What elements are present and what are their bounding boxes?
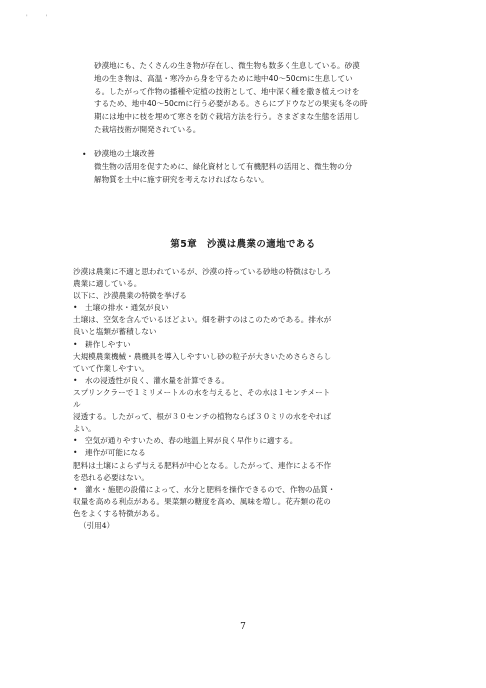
text-line: 期には地中に枝を埋めて寒さを防ぐ栽培方法を行う。さまざまな生態を活用し — [94, 112, 360, 122]
line-text: 大規模農業機械・農機具を導入しやすいし砂の粒子が大きいためさらさらし — [73, 351, 332, 361]
soil-title: 砂漠地の土壌改善 — [94, 149, 155, 158]
page-number: 7 — [240, 622, 246, 632]
bullet-icon: • — [82, 150, 87, 159]
line-text: 灌水・施肥の設備によって、水分と肥料を操作できるので、作物の品質・ — [85, 484, 336, 494]
line-text: 沙漠は農業に不適と思われているが、沙漠の持っている砂地の特徴はむしろ — [73, 267, 332, 276]
text-line — [73, 266, 418, 278]
text-line — [73, 399, 418, 411]
citation — [73, 520, 418, 532]
text-line — [73, 472, 418, 484]
text-line — [73, 290, 418, 302]
bullet-icon: • — [73, 375, 78, 385]
text-line — [73, 508, 418, 520]
chapter-body — [73, 266, 418, 532]
line-text: ていて作業しやすい。 — [73, 363, 149, 373]
bullet-icon: • — [73, 339, 78, 349]
line-text: 耕作しやすい — [85, 339, 131, 349]
line-text: （引用4） — [79, 520, 115, 530]
line-text: 肥料は土壌によらず与える肥料が中心となる。したがって、連作による不作 — [73, 460, 332, 470]
bullet-item — [73, 435, 418, 447]
text-line: る。したがって作物の播種や定植の技術として、地中深く種を撒き植えつけを — [94, 86, 360, 96]
bullet-icon: • — [73, 484, 78, 494]
line-text: スプリンクラーで１ミリメートルの水を与えると、その水は１センチメート — [73, 387, 331, 397]
line-text: よい。 — [73, 424, 96, 434]
bullet-item — [73, 447, 418, 459]
line-text: 以下に、沙漠農業の特徴を挙げる — [73, 291, 187, 301]
line-text: 空気が通りやすいため、春の地温上昇が良く早作りに適する。 — [85, 436, 298, 446]
text-line — [73, 460, 418, 472]
line-text: 色をよくする特徴がある。 — [73, 508, 165, 518]
paragraph-desert-organisms — [94, 60, 410, 137]
bullet-icon: • — [73, 436, 78, 446]
line-text: 土壌の排水・通気が良い — [85, 303, 169, 313]
line-text: 水の浸透性が良く、灌水量を計算できる。 — [85, 375, 230, 385]
text-line: た栽培技術が開発されている。 — [94, 124, 201, 134]
bullet-item — [73, 302, 418, 314]
text-line: 砂漠地にも、たくさんの生き物が存在し、微生物も数多く生息している。砂漠 — [94, 61, 360, 70]
chapter-heading: 第5章 沙漠は農業の適地である — [170, 239, 316, 250]
text-line: 地の生き物は、高温・寒冷から身を守るために地中40〜50cmに生息してい — [94, 73, 353, 83]
bullet-icon: • — [73, 448, 78, 458]
text-line: 微生物の活用を促すために、緑化資材として有機肥料の活用と、微生物の分 — [94, 161, 353, 171]
line-text: 浸透する。したがって、根が３０センチの植物ならば３０ミリの水をやれば — [73, 412, 332, 422]
text-line — [73, 326, 418, 338]
line-text: 連作が可能になる — [85, 448, 146, 458]
text-line — [73, 496, 418, 508]
section-soil-improvement — [94, 148, 414, 186]
text-line: するため、地中40〜50cmに行う必要がある。さらにブドウなどの果実も冬の時 — [94, 99, 368, 109]
line-text: 土壌は、空気を含んでいるほどよい。畑を耕すのはこのためである。排水が — [73, 315, 332, 325]
bullet-item — [73, 375, 418, 387]
bullet-item — [73, 484, 418, 496]
text-line — [73, 314, 418, 326]
line-text: ル — [73, 400, 81, 410]
text-line — [73, 411, 418, 423]
text-line — [73, 423, 418, 435]
bullet-item — [73, 339, 418, 351]
text-line — [73, 363, 418, 375]
bullet-icon: • — [73, 303, 78, 313]
line-text: 良いと塩類が蓄積しない — [73, 327, 157, 337]
text-line: 解物質を土中に施す研究を考えなければならない。 — [94, 174, 269, 184]
text-line — [73, 278, 418, 290]
line-text: 農業に適している。 — [73, 279, 142, 289]
line-text: を恐れる必要はない。 — [73, 472, 149, 482]
line-text: 収量を高める利点がある。果菜類の糖度を高め、風味を増し。花卉類の花の — [73, 496, 331, 506]
scan-marks: ' ' — [26, 14, 56, 21]
text-line — [73, 387, 418, 399]
text-line — [73, 351, 418, 363]
